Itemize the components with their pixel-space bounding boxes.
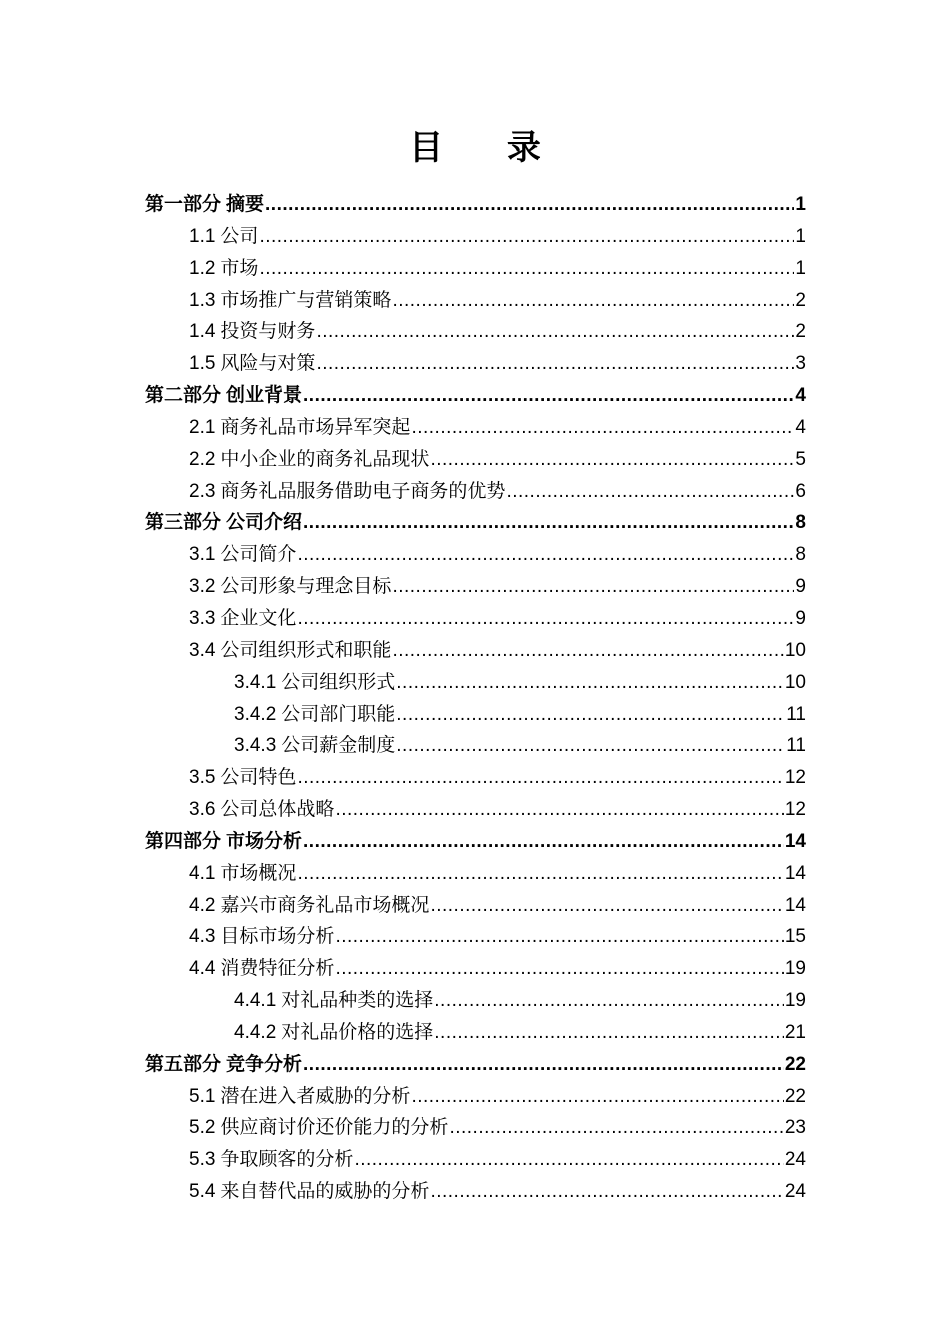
toc-entry-number: 第二部分	[145, 385, 222, 407]
toc-section-entry[interactable]	[145, 571, 806, 603]
toc-part-entry[interactable]	[145, 189, 806, 221]
toc-entry-page-number: 10	[784, 639, 806, 661]
toc-entry-number: 3.2	[189, 576, 216, 598]
toc-entry-label: 对礼品种类的选择	[281, 990, 434, 1012]
toc-entry-page-number: 22	[784, 1053, 806, 1075]
toc-entry-page-number: 5	[795, 448, 806, 470]
toc-entry-label: 公司形象与理念目标	[220, 576, 392, 598]
toc-entry-label: 摘要	[226, 194, 265, 215]
dot-leader	[396, 667, 784, 699]
dot-leader	[449, 1112, 783, 1144]
toc-section-entry[interactable]	[145, 1112, 806, 1144]
toc-entry-number: 4.2	[189, 894, 216, 916]
toc-entry-page-number: 10	[784, 671, 806, 693]
toc-entry-page-number: 2	[795, 321, 806, 343]
dot-leader	[297, 539, 794, 571]
toc-entry-number: 第四部分	[145, 830, 222, 852]
toc-entry-label: 供应商讨价还价能力的分析	[220, 1117, 449, 1139]
toc-entry-number: 4.4.1	[234, 990, 277, 1012]
dot-leader	[265, 189, 794, 221]
dot-leader	[303, 826, 784, 858]
toc-entry-page-number: 14	[784, 894, 806, 916]
toc-section-entry[interactable]	[145, 953, 806, 985]
toc-entry-number: 第五部分	[145, 1053, 222, 1075]
toc-entry-number: 4.4	[189, 958, 216, 980]
toc-title: 目 录	[409, 128, 567, 168]
toc-subsection-entry[interactable]	[145, 699, 806, 731]
dot-leader	[303, 1049, 784, 1081]
toc-entry-label: 公司组织形式和职能	[220, 639, 392, 661]
toc-section-entry[interactable]	[145, 348, 806, 380]
toc-entry-number: 3.4	[189, 639, 216, 661]
toc-part-entry[interactable]	[145, 1049, 806, 1081]
dot-leader	[354, 1144, 783, 1176]
toc-entry-label: 市场	[220, 257, 259, 279]
toc-entry-page-number: 1	[795, 225, 806, 247]
dot-leader	[297, 762, 783, 794]
toc-entry-page-number: 22	[784, 1085, 806, 1107]
toc-entry-number: 3.5	[189, 767, 216, 789]
toc-entry-page-number: 24	[784, 1181, 806, 1203]
dot-leader	[316, 348, 794, 380]
toc-entry-number: 5.2	[189, 1117, 216, 1139]
toc-entry-label: 公司组织形式	[281, 671, 396, 693]
toc-entry-number: 5.3	[189, 1149, 216, 1171]
dot-leader	[506, 476, 794, 508]
toc-entry-label: 企业文化	[220, 607, 297, 629]
toc-part-entry[interactable]	[145, 507, 806, 539]
dot-leader	[434, 1017, 784, 1049]
toc-part-entry[interactable]	[145, 826, 806, 858]
toc-subsection-entry[interactable]	[145, 667, 806, 699]
toc-entry-label: 公司特色	[220, 767, 297, 789]
toc-entry-number: 3.1	[189, 544, 216, 566]
toc-section-entry[interactable]	[145, 794, 806, 826]
toc-entry-page-number: 21	[784, 1021, 806, 1043]
toc-entry-label: 嘉兴市商务礼品市场概况	[220, 894, 430, 916]
toc-entry-label: 公司	[220, 225, 259, 247]
toc-entry-label: 投资与财务	[220, 321, 316, 343]
toc-part-entry[interactable]	[145, 380, 806, 412]
toc-entry-label: 争取顾客的分析	[220, 1149, 354, 1171]
dot-leader	[297, 858, 783, 890]
toc-entry-number: 3.4.3	[234, 735, 277, 757]
toc-section-entry[interactable]	[145, 1144, 806, 1176]
toc-section-entry[interactable]	[145, 285, 806, 317]
toc-section-entry[interactable]	[145, 635, 806, 667]
toc-entry-label: 公司简介	[220, 544, 297, 566]
toc-entry-page-number: 24	[784, 1149, 806, 1171]
toc-entry-number: 4.3	[189, 926, 216, 948]
toc-entry-number: 1.2	[189, 257, 216, 279]
toc-entry-label: 来自替代品的威胁的分析	[220, 1181, 430, 1203]
toc-entry-label: 目标市场分析	[220, 926, 335, 948]
toc-entry-label: 公司总体战略	[220, 799, 335, 821]
toc-entry-page-number: 4	[795, 416, 806, 438]
toc-entry-page-number: 3	[795, 353, 806, 375]
toc-section-entry[interactable]	[145, 603, 806, 635]
toc-entry-label: 竞争分析	[226, 1053, 303, 1075]
toc-section-entry[interactable]	[145, 412, 806, 444]
toc-entry-label: 消费特征分析	[220, 958, 335, 980]
toc-entry-number: 5.1	[189, 1085, 216, 1107]
dot-leader	[259, 253, 794, 285]
dot-leader	[411, 1081, 783, 1113]
toc-section-entry[interactable]	[145, 253, 806, 285]
dot-leader	[396, 699, 785, 731]
toc-entry-label: 商务礼品服务借助电子商务的优势	[220, 480, 506, 502]
toc-section-entry[interactable]	[145, 1081, 806, 1113]
toc-entry-number: 1.4	[189, 321, 216, 343]
toc-entry-page-number: 19	[784, 990, 806, 1012]
dot-leader	[434, 985, 784, 1017]
toc-entry-label: 商务礼品市场异军突起	[220, 416, 411, 438]
toc-entry-number: 3.4.1	[234, 671, 277, 693]
table-of-contents	[145, 189, 806, 1208]
toc-entry-page-number: 4	[795, 385, 806, 407]
toc-section-entry[interactable]	[145, 921, 806, 953]
dot-leader	[392, 285, 794, 317]
dot-leader	[392, 635, 783, 667]
toc-entry-number: 第三部分	[145, 512, 222, 534]
toc-subsection-entry[interactable]	[145, 985, 806, 1017]
toc-subsection-entry[interactable]	[145, 1017, 806, 1049]
toc-entry-page-number: 23	[784, 1117, 806, 1139]
toc-entry-page-number: 14	[784, 830, 806, 852]
toc-entry-label: 公司部门职能	[281, 703, 396, 725]
toc-entry-label: 公司薪金制度	[281, 735, 396, 757]
toc-entry-page-number: 8	[795, 544, 806, 566]
toc-entry-page-number: 11	[786, 735, 806, 757]
toc-entry-label: 对礼品价格的选择	[281, 1021, 434, 1043]
dot-leader	[430, 444, 794, 476]
toc-entry-page-number: 15	[784, 926, 806, 948]
toc-entry-number: 2.2	[189, 448, 216, 470]
dot-leader	[259, 221, 794, 253]
dot-leader	[297, 603, 794, 635]
dot-leader	[392, 571, 794, 603]
toc-entry-number: 4.4.2	[234, 1021, 277, 1043]
toc-entry-label: 公司介绍	[226, 512, 303, 534]
toc-section-entry[interactable]	[145, 476, 806, 508]
toc-entry-number: 1.1	[189, 225, 216, 247]
dot-leader	[430, 1176, 783, 1208]
toc-entry-number: 2.3	[189, 480, 216, 502]
toc-subsection-entry[interactable]	[145, 730, 806, 762]
toc-entry-page-number: 1	[795, 194, 806, 215]
toc-section-entry[interactable]	[145, 316, 806, 348]
toc-entry-page-number: 8	[795, 512, 806, 534]
dot-leader	[411, 412, 794, 444]
toc-entry-number: 3.4.2	[234, 703, 277, 725]
toc-entry-number: 2.1	[189, 416, 216, 438]
toc-entry-label: 市场推广与营销策略	[220, 289, 392, 311]
toc-entry-label: 中小企业的商务礼品现状	[220, 448, 430, 470]
toc-entry-number: 第一部分	[145, 194, 222, 215]
toc-entry-page-number: 1	[795, 257, 806, 279]
toc-entry-page-number: 9	[795, 607, 806, 629]
dot-leader	[396, 730, 785, 762]
toc-section-entry[interactable]	[145, 858, 806, 890]
toc-entry-number: 1.3	[189, 289, 216, 311]
toc-entry-number: 4.1	[189, 862, 216, 884]
toc-entry-label: 潜在进入者威胁的分析	[220, 1085, 411, 1107]
dot-leader	[303, 380, 794, 412]
toc-entry-page-number: 12	[784, 799, 806, 821]
toc-section-entry[interactable]	[145, 1176, 806, 1208]
toc-section-entry[interactable]	[145, 890, 806, 922]
toc-entry-number: 5.4	[189, 1181, 216, 1203]
toc-entry-number: 3.3	[189, 607, 216, 629]
dot-leader	[335, 921, 783, 953]
toc-entry-label: 风险与对策	[220, 353, 316, 375]
toc-section-entry[interactable]	[145, 539, 806, 571]
toc-entry-label: 创业背景	[226, 385, 303, 407]
toc-entry-page-number: 14	[784, 862, 806, 884]
dot-leader	[303, 507, 794, 539]
toc-section-entry[interactable]	[145, 221, 806, 253]
toc-section-entry[interactable]	[145, 444, 806, 476]
dot-leader	[430, 890, 783, 922]
toc-entry-label: 市场分析	[226, 830, 303, 852]
toc-entry-number: 1.5	[189, 353, 216, 375]
toc-entry-page-number: 6	[795, 480, 806, 502]
toc-entry-page-number: 19	[784, 958, 806, 980]
dot-leader	[316, 316, 794, 348]
toc-entry-label: 市场概况	[220, 862, 297, 884]
toc-entry-page-number: 11	[786, 703, 806, 725]
toc-entry-page-number: 9	[795, 576, 806, 598]
dot-leader	[335, 953, 783, 985]
toc-entry-page-number: 2	[795, 289, 806, 311]
toc-entry-page-number: 12	[784, 767, 806, 789]
dot-leader	[335, 794, 783, 826]
toc-entry-number: 3.6	[189, 799, 216, 821]
toc-section-entry[interactable]	[145, 762, 806, 794]
